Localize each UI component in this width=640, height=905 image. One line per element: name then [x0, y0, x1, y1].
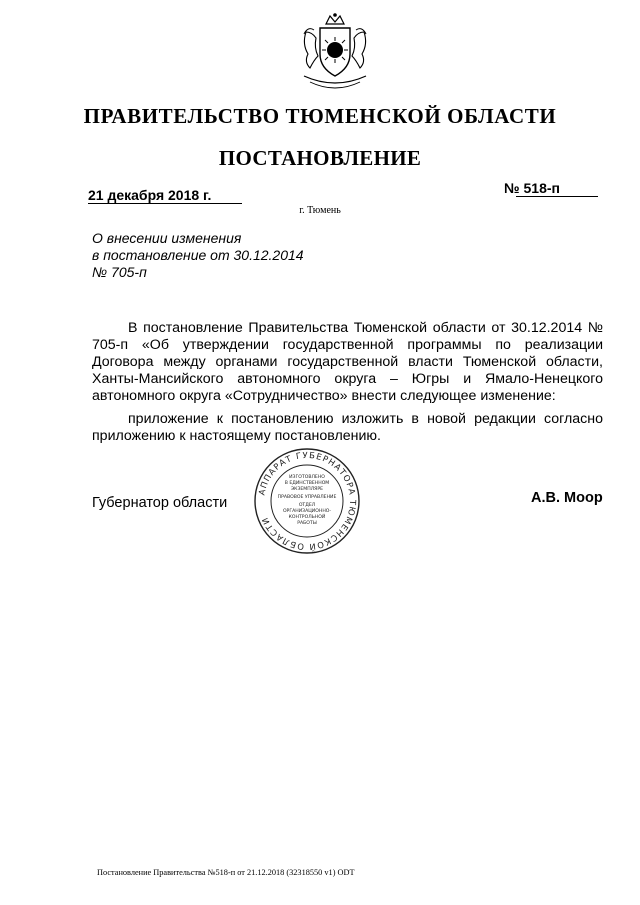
city-label: г. Тюмень [299, 205, 341, 216]
stamp-center-line: ОТДЕЛ [298, 503, 316, 508]
subject-line: № 705-п [92, 264, 147, 280]
signer-role: Губернатор области [92, 495, 228, 511]
number-underline [516, 196, 598, 197]
date-underline [88, 203, 242, 204]
stamp-center-line: ОРГАНИЗАЦИОННО- [282, 509, 332, 514]
document-subject [92, 230, 304, 281]
stamp-center-line: КОНТРОЛЬНОЙ [288, 515, 326, 520]
stamp-center-line: В ЕДИНСТВЕННОМ [284, 481, 330, 486]
official-stamp-icon [252, 446, 362, 556]
stamp-center-line: РАБОТЫ [297, 521, 317, 526]
organization-title: ПРАВИТЕЛЬСТВО ТЮМЕНСКОЙ ОБЛАСТИ [83, 104, 557, 128]
subject-line: в постановление от 30.12.2014 [92, 247, 304, 263]
signer-name: А.В. Моор [531, 490, 603, 506]
document-type: ПОСТАНОВЛЕНИЕ [218, 146, 422, 170]
stamp-center-line: ЭКЗЕМПЛЯРЕ [290, 487, 324, 492]
document-number: № 518-п [504, 180, 560, 196]
document-body [92, 320, 603, 451]
body-paragraph: В постановление Правительства Тюменской области от 30.12.2014 № 705-п «Об утверждении государственной программы по реализации Договора между органами государственной власти Тюменской области, Ханты-Мансийского автономного округа – Югры и Ямало-Ненецкого автономного округа «Сотрудничество» внести следующее изменение: [92, 320, 603, 404]
stamp-center-line: ПРАВОВОЕ УПРАВЛЕНИЕ [277, 495, 337, 500]
subject-line: О внесении изменения [92, 230, 242, 246]
body-paragraph: приложение к постановлению изложить в новой редакции согласно приложению к настоящему постановлению. [92, 411, 603, 444]
document-date: 21 декабря 2018 г. [88, 187, 212, 203]
document-footer: Постановление Правительства №518-п от 21.12.2018 (32318550 v1) ODT [97, 868, 355, 877]
coat-of-arms-icon [294, 10, 376, 92]
stamp-ring-text: АППАРАТ ГУБЕРНАТОРА ТЮМЕНСКОЙ ОБЛАСТИ [256, 449, 359, 553]
stamp-center-line: ИЗГОТОВЛЕНО [289, 475, 325, 480]
